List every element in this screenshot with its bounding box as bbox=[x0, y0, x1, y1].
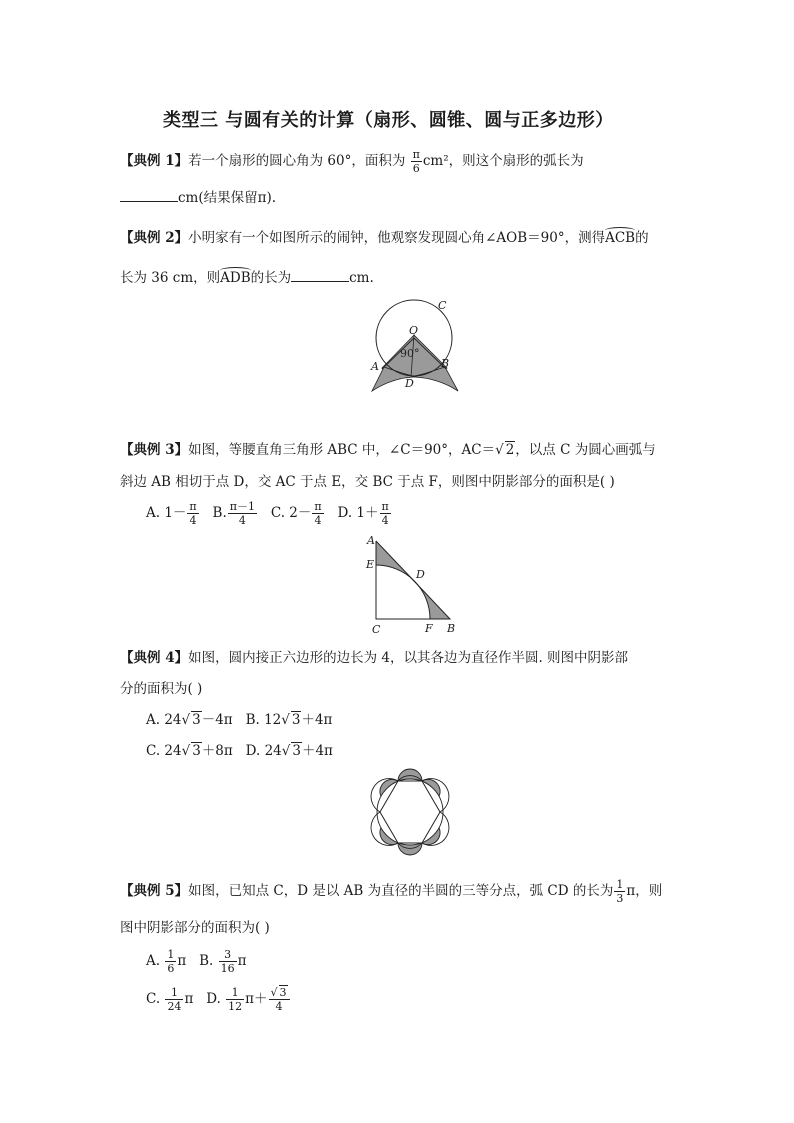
label-a: A bbox=[371, 360, 379, 373]
example-1-text-b: cm²，则这个扇形的弧长为 bbox=[422, 153, 584, 169]
label-o: O bbox=[409, 324, 419, 337]
fraction-numerator: π－1 bbox=[229, 500, 255, 513]
example-1-line-1 bbox=[120, 148, 584, 175]
option-a-label: A. 1－ bbox=[146, 505, 187, 521]
example-1-text-a: 若一个扇形的圆心角为 60°，面积为 bbox=[188, 153, 410, 169]
example-2-text-d: 的长为 bbox=[250, 270, 292, 286]
example-2-line-1 bbox=[120, 226, 649, 246]
example-3-options bbox=[146, 500, 392, 527]
option-b-tail: ＋4π bbox=[301, 712, 333, 728]
answer-blank bbox=[120, 189, 178, 202]
option-d-mid: π＋ bbox=[245, 991, 268, 1007]
triangle-figure bbox=[362, 533, 462, 637]
arc-adb: ADB bbox=[220, 270, 251, 286]
answer-blank bbox=[291, 269, 349, 282]
option-a-fraction bbox=[187, 500, 198, 527]
label-d: D bbox=[416, 568, 425, 581]
example-3-line-2: 斜边 AB 相切于点 D，交 AC 于点 E，交 BC 于点 F，则图中阴影部分的面积是( ) bbox=[120, 474, 615, 490]
option-b-label: B. 12 bbox=[245, 712, 282, 728]
example-5-line-1 bbox=[120, 878, 662, 905]
option-c-tail: π bbox=[184, 991, 194, 1007]
fraction-numerator: √ 3 bbox=[269, 986, 290, 1000]
option-d-label: D. 1＋ bbox=[337, 505, 379, 521]
option-b-fraction bbox=[228, 500, 257, 527]
option-c-label: C. 2－ bbox=[270, 505, 312, 521]
sqrt-radicand: 3 bbox=[279, 986, 287, 999]
example-2-text-b: 的 bbox=[635, 230, 649, 246]
sqrt-radicand: 3 bbox=[292, 743, 301, 759]
fraction-denominator: 6 bbox=[412, 162, 420, 175]
option-d-tail: ＋4π bbox=[301, 743, 333, 759]
fraction-numerator: π bbox=[412, 148, 420, 161]
label-angle: 90° bbox=[400, 347, 420, 360]
example-2-tag: 【典例 2】 bbox=[120, 230, 189, 246]
fraction-denominator: 4 bbox=[314, 514, 322, 527]
example-3-tag: 【典例 3】 bbox=[120, 442, 189, 458]
fraction-denominator: 4 bbox=[238, 514, 246, 527]
example-3-line-1: 【典例 3】如图，等腰直角三角形 ABC 中，∠C＝90°，AC＝√ 2，以点 C 为圆心画弧与 bbox=[120, 442, 656, 458]
option-b-tail: π bbox=[237, 953, 247, 969]
option-a-tail: π bbox=[177, 953, 187, 969]
example-1-text-c: cm(结果保留π). bbox=[178, 190, 277, 206]
option-b-label: B. bbox=[212, 505, 227, 521]
label-c: C bbox=[372, 623, 381, 636]
option-a-label: A. 24 bbox=[146, 712, 182, 728]
option-d-fraction bbox=[226, 986, 244, 1013]
clock-figure bbox=[360, 292, 470, 402]
fraction-denominator: 4 bbox=[189, 514, 197, 527]
page-title: 类型三 与圆有关的计算（扇形、圆锥、圆与正多边形） bbox=[163, 110, 614, 131]
fraction-numerator: 1 bbox=[165, 986, 183, 1000]
example-5-text-a: 如图，已知点 C，D 是以 AB 为直径的半圆的三等分点，弧 CD 的长为 bbox=[188, 883, 614, 899]
example-5-tag: 【典例 5】 bbox=[120, 883, 189, 899]
option-c-tail: ＋8π bbox=[201, 743, 233, 759]
example-3-text-b: ，以点 C 为圆心画弧与 bbox=[515, 442, 656, 458]
fraction-denominator: 6 bbox=[167, 962, 175, 975]
label-d: D bbox=[405, 377, 414, 390]
label-b: B bbox=[441, 357, 450, 370]
option-a-label: A. bbox=[146, 953, 161, 969]
sqrt-radicand: 3 bbox=[291, 712, 301, 728]
option-d-label: D. 24 bbox=[245, 743, 282, 759]
example-2-text-c: 长为 36 cm，则 bbox=[120, 270, 221, 286]
fraction-numerator: 3 bbox=[219, 948, 237, 962]
option-c-label: C. 24 bbox=[146, 743, 182, 759]
example-1-fraction bbox=[411, 148, 422, 175]
example-5-options-row-2 bbox=[146, 986, 291, 1013]
fraction-numerator: 1 bbox=[616, 878, 624, 891]
label-f: F bbox=[425, 622, 433, 635]
hexagon-figure bbox=[358, 760, 462, 864]
label-e: E bbox=[366, 558, 375, 571]
example-2-text-a: 小明家有一个如图所示的闹钟，他观察发现圆心角∠AOB＝90°，测得 bbox=[188, 230, 606, 246]
example-1-tag: 【典例 1】 bbox=[120, 153, 189, 169]
fraction-numerator: 1 bbox=[167, 948, 175, 961]
fraction-numerator: π bbox=[189, 500, 197, 513]
option-b-fraction bbox=[219, 948, 237, 975]
example-4-tag: 【典例 4】 bbox=[120, 650, 189, 666]
example-5-text-b: π，则 bbox=[626, 883, 663, 899]
example-5-options-row-1 bbox=[146, 948, 246, 975]
example-4-line-1 bbox=[120, 646, 628, 666]
fraction-denominator: 4 bbox=[275, 1000, 283, 1013]
example-4-line-2: 分的面积为( ) bbox=[120, 681, 203, 697]
fraction-denominator: 3 bbox=[616, 892, 624, 905]
example-3-text-a: 如图，等腰直角三角形 ABC 中，∠C＝90°，AC＝ bbox=[188, 442, 496, 458]
sqrt-radicand: 3 bbox=[192, 743, 201, 759]
label-b: B bbox=[447, 622, 456, 635]
example-2-text-e: cm. bbox=[349, 270, 374, 286]
fraction-numerator: π bbox=[314, 500, 322, 513]
label-a: A bbox=[367, 534, 375, 547]
fraction-denominator: 16 bbox=[220, 962, 235, 975]
example-1-line-2 bbox=[120, 186, 276, 206]
option-b-label: B. bbox=[199, 953, 214, 969]
fraction-denominator: 12 bbox=[228, 1000, 243, 1013]
arc-acb: ACB bbox=[605, 230, 636, 246]
option-d-label: D. bbox=[206, 991, 221, 1007]
example-4-options-row-2: C. 24√ 3＋8π D. 24√ 3＋4π bbox=[146, 743, 333, 759]
option-d-fraction bbox=[380, 500, 391, 527]
fraction-denominator: 24 bbox=[167, 1000, 182, 1013]
example-2-line-2 bbox=[120, 266, 374, 286]
option-c-fraction bbox=[312, 500, 323, 527]
option-d-fraction-2 bbox=[269, 986, 290, 1013]
sqrt-radicand: 3 bbox=[192, 712, 201, 728]
fraction-numerator: π bbox=[381, 500, 389, 513]
fraction-numerator: 1 bbox=[226, 986, 244, 1000]
option-c-label: C. bbox=[146, 991, 161, 1007]
example-4-options-row-1: A. 24√ 3－4π B. 12√ 3＋4π bbox=[146, 712, 333, 728]
sqrt-radicand: 2 bbox=[505, 442, 515, 458]
label-c: C bbox=[438, 299, 447, 312]
example-4-text-a: 如图，圆内接正六边形的边长为 4，以其各边为直径作半圆. 则图中阴影部 bbox=[188, 650, 629, 666]
option-a-tail: －4π bbox=[201, 712, 233, 728]
fraction-denominator: 4 bbox=[381, 514, 389, 527]
example-5-fraction bbox=[614, 878, 625, 905]
option-a-fraction bbox=[165, 948, 176, 975]
example-5-line-2: 图中阴影部分的面积为( ) bbox=[120, 920, 270, 936]
option-c-fraction bbox=[165, 986, 183, 1013]
